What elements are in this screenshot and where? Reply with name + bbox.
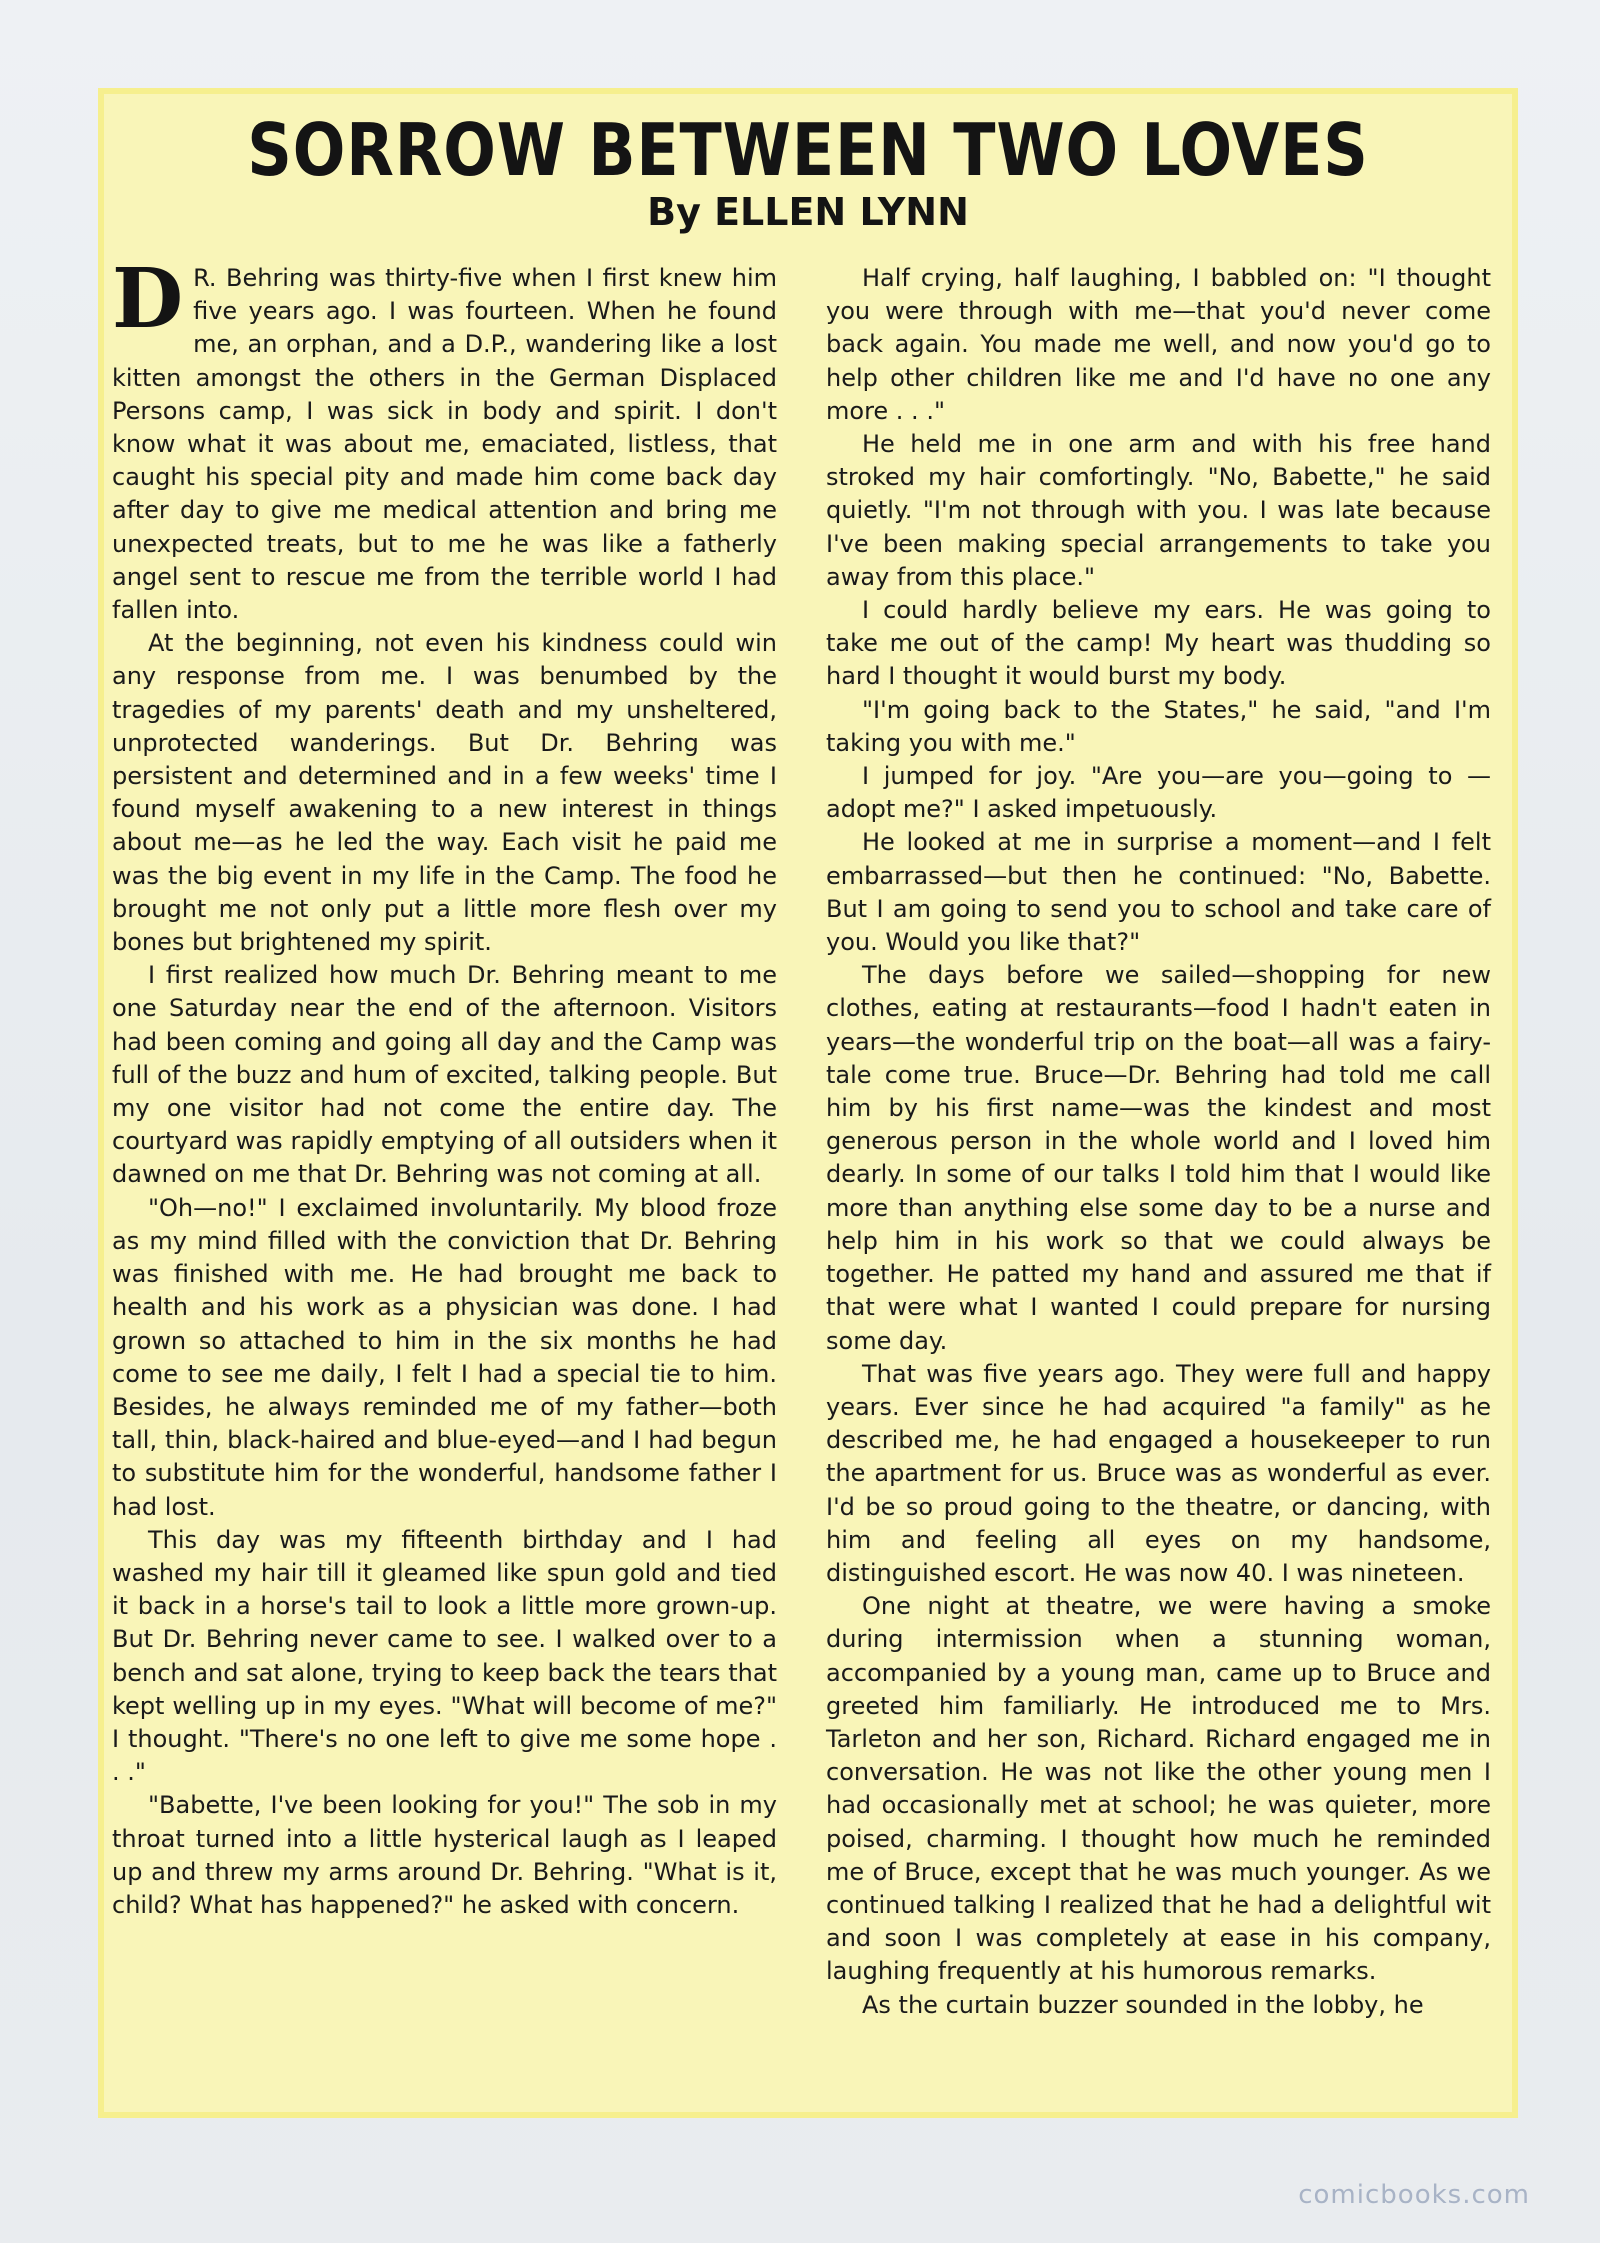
right-column — [826, 262, 1491, 2022]
paragraph: At the beginning, not even his kindness could win any response from me. I was benumbed by the tragedies of my parents' death and my unsheltered, unprotected wanderings. But Dr. Behring was persistent and determined and in a few weeks' time I found myself awakening to a new interest in things about me—as he led the way. Each visit he paid me was the big event in my life in the Camp. The food he brought me not only put a little more flesh over my bones but brightened my spirit. — [112, 629, 777, 957]
watermark: comicbooks.com — [1298, 2180, 1530, 2210]
drop-cap: D — [112, 251, 184, 347]
paragraph: "Oh—no!" I exclaimed involuntarily. My blood froze as my mind filled with the conviction that Dr. Behring was finished with me. He had brought me back to health and his work as a physician was done. I had grown so attached to him in the six months he had come to see me daily, I felt I had a special tie to him. Besides, he always reminded me of my father—both tall, thin, black-haired and blue-eyed—and I had begun to substitute him for the wonderful, handsome father I had lost. — [112, 1193, 777, 1521]
paragraph: "I'm going back to the States," he said, "and I'm taking you with me." — [826, 695, 1491, 757]
story-byline: By ELLEN LYNN — [647, 190, 969, 234]
paragraph — [112, 251, 777, 627]
paragraph: He looked at me in surprise a moment—and I felt embarrassed—but then he continued: "No, Babette. But I am going to send you to school and take care of you. Would you like that?" — [826, 828, 1491, 957]
paragraph: "Babette, I've been looking for you!" The sob in my throat turned into a little hysterical laugh as I leaped up and threw my arms around Dr. Behring. "What is it, child? What has happened?" he asked with concern. — [112, 1791, 777, 1919]
paragraph: I jumped for joy. "Are you—are you—going to —adopt me?" I asked impetuously. — [826, 762, 1491, 824]
paragraph: One night at theatre, we were having a smoke during intermission when a stunning woman, accompanied by a young man, came up to Bruce and greeted him familiarly. He introduced me to Mrs. Tarleton and her son, Richard. Richard engaged me in conversation. He was not like the other young men I had occasionally met at school; he was quieter, more poised, charming. I thought how much he reminded me of Bruce, except that he was much younger. As we continued talking I realized that he had a delightful wit and soon I was completely at ease in his company, laughing frequently at his humorous remarks. — [826, 1592, 1491, 1986]
paragraph-text: R. Behring was thirty-five when I first knew him five years ago. I was fourteen. When he found me, an orphan, and a D.P., wandering like a lost kitten amongst the others in the German Displaced Persons camp, I was sick in body and spirit. I don't know what it was about me, emaciated, listless, that caught his special pity and made him come back day after day to give me medical attention and bring me unexpected treats, but to me he was like a fatherly angel sent to rescue me from the terrible world I had fallen into. — [112, 264, 777, 625]
paragraph: He held me in one arm and with his free hand stroked my hair comfortingly. "No, Babette," he said quietly. "I'm not through with you. I was late because I've been making special arrangements to take you away from this place." — [826, 430, 1491, 591]
paragraph: I could hardly believe my ears. He was going to take me out of the camp! My heart was thudding so hard I thought it would burst my body. — [826, 596, 1491, 691]
left-column — [112, 251, 777, 1922]
paragraph: As the curtain buzzer sounded in the lobby, he — [862, 1990, 1424, 2019]
paragraph: This day was my fifteenth birthday and I had washed my hair till it gleamed like spun gold and tied it back in a horse's tail to look a little more grown-up. But Dr. Behring never came to see. I walked over to a bench and sat alone, trying to keep back the tears that kept welling up in my eyes. "What will become of me?" I thought. "There's no one left to give me some hope . . ." — [112, 1525, 777, 1787]
story-title: SORROW BETWEEN TWO LOVES — [247, 108, 1369, 192]
paragraph: Half crying, half laughing, I babbled on: "I thought you were through with me—that you'd never come back again. You made me well, and now you'd go to help other children like me and I'd have no one any more . . ." — [826, 264, 1491, 425]
paragraph: I first realized how much Dr. Behring meant to me one Saturday near the end of the afternoon. Visitors had been coming and going all day and the Camp was full of the buzz and hum of excited, talking people. But my one visitor had not come the entire day. The courtyard was rapidly emptying of all outsiders when it dawned on me that Dr. Behring was not coming at all. — [112, 961, 777, 1189]
paragraph: That was five years ago. They were full and happy years. Ever since he had acquired "a family" as he described me, he had engaged a housekeeper to run the apartment for us. Bruce was as wonderful as ever. I'd be so proud going to the theatre, or dancing, with him and feeling all eyes on my handsome, distinguished escort. He was now 40. I was nineteen. — [826, 1359, 1491, 1587]
paragraph: The days before we sailed—shopping for new clothes, eating at restaurants—food I hadn't eaten in years—the wonderful trip on the boat—all was a fairy-tale come true. Bruce—Dr. Behring had told me call him by his first name—was the kindest and most generous person in the whole world and I loved him dearly. In some of our talks I told him that I would like more than anything else some day to be a nurse and help him in his work so that we could always be together. He patted my hand and assured me that if that were what I wanted I could prepare for nursing some day. — [826, 961, 1491, 1355]
